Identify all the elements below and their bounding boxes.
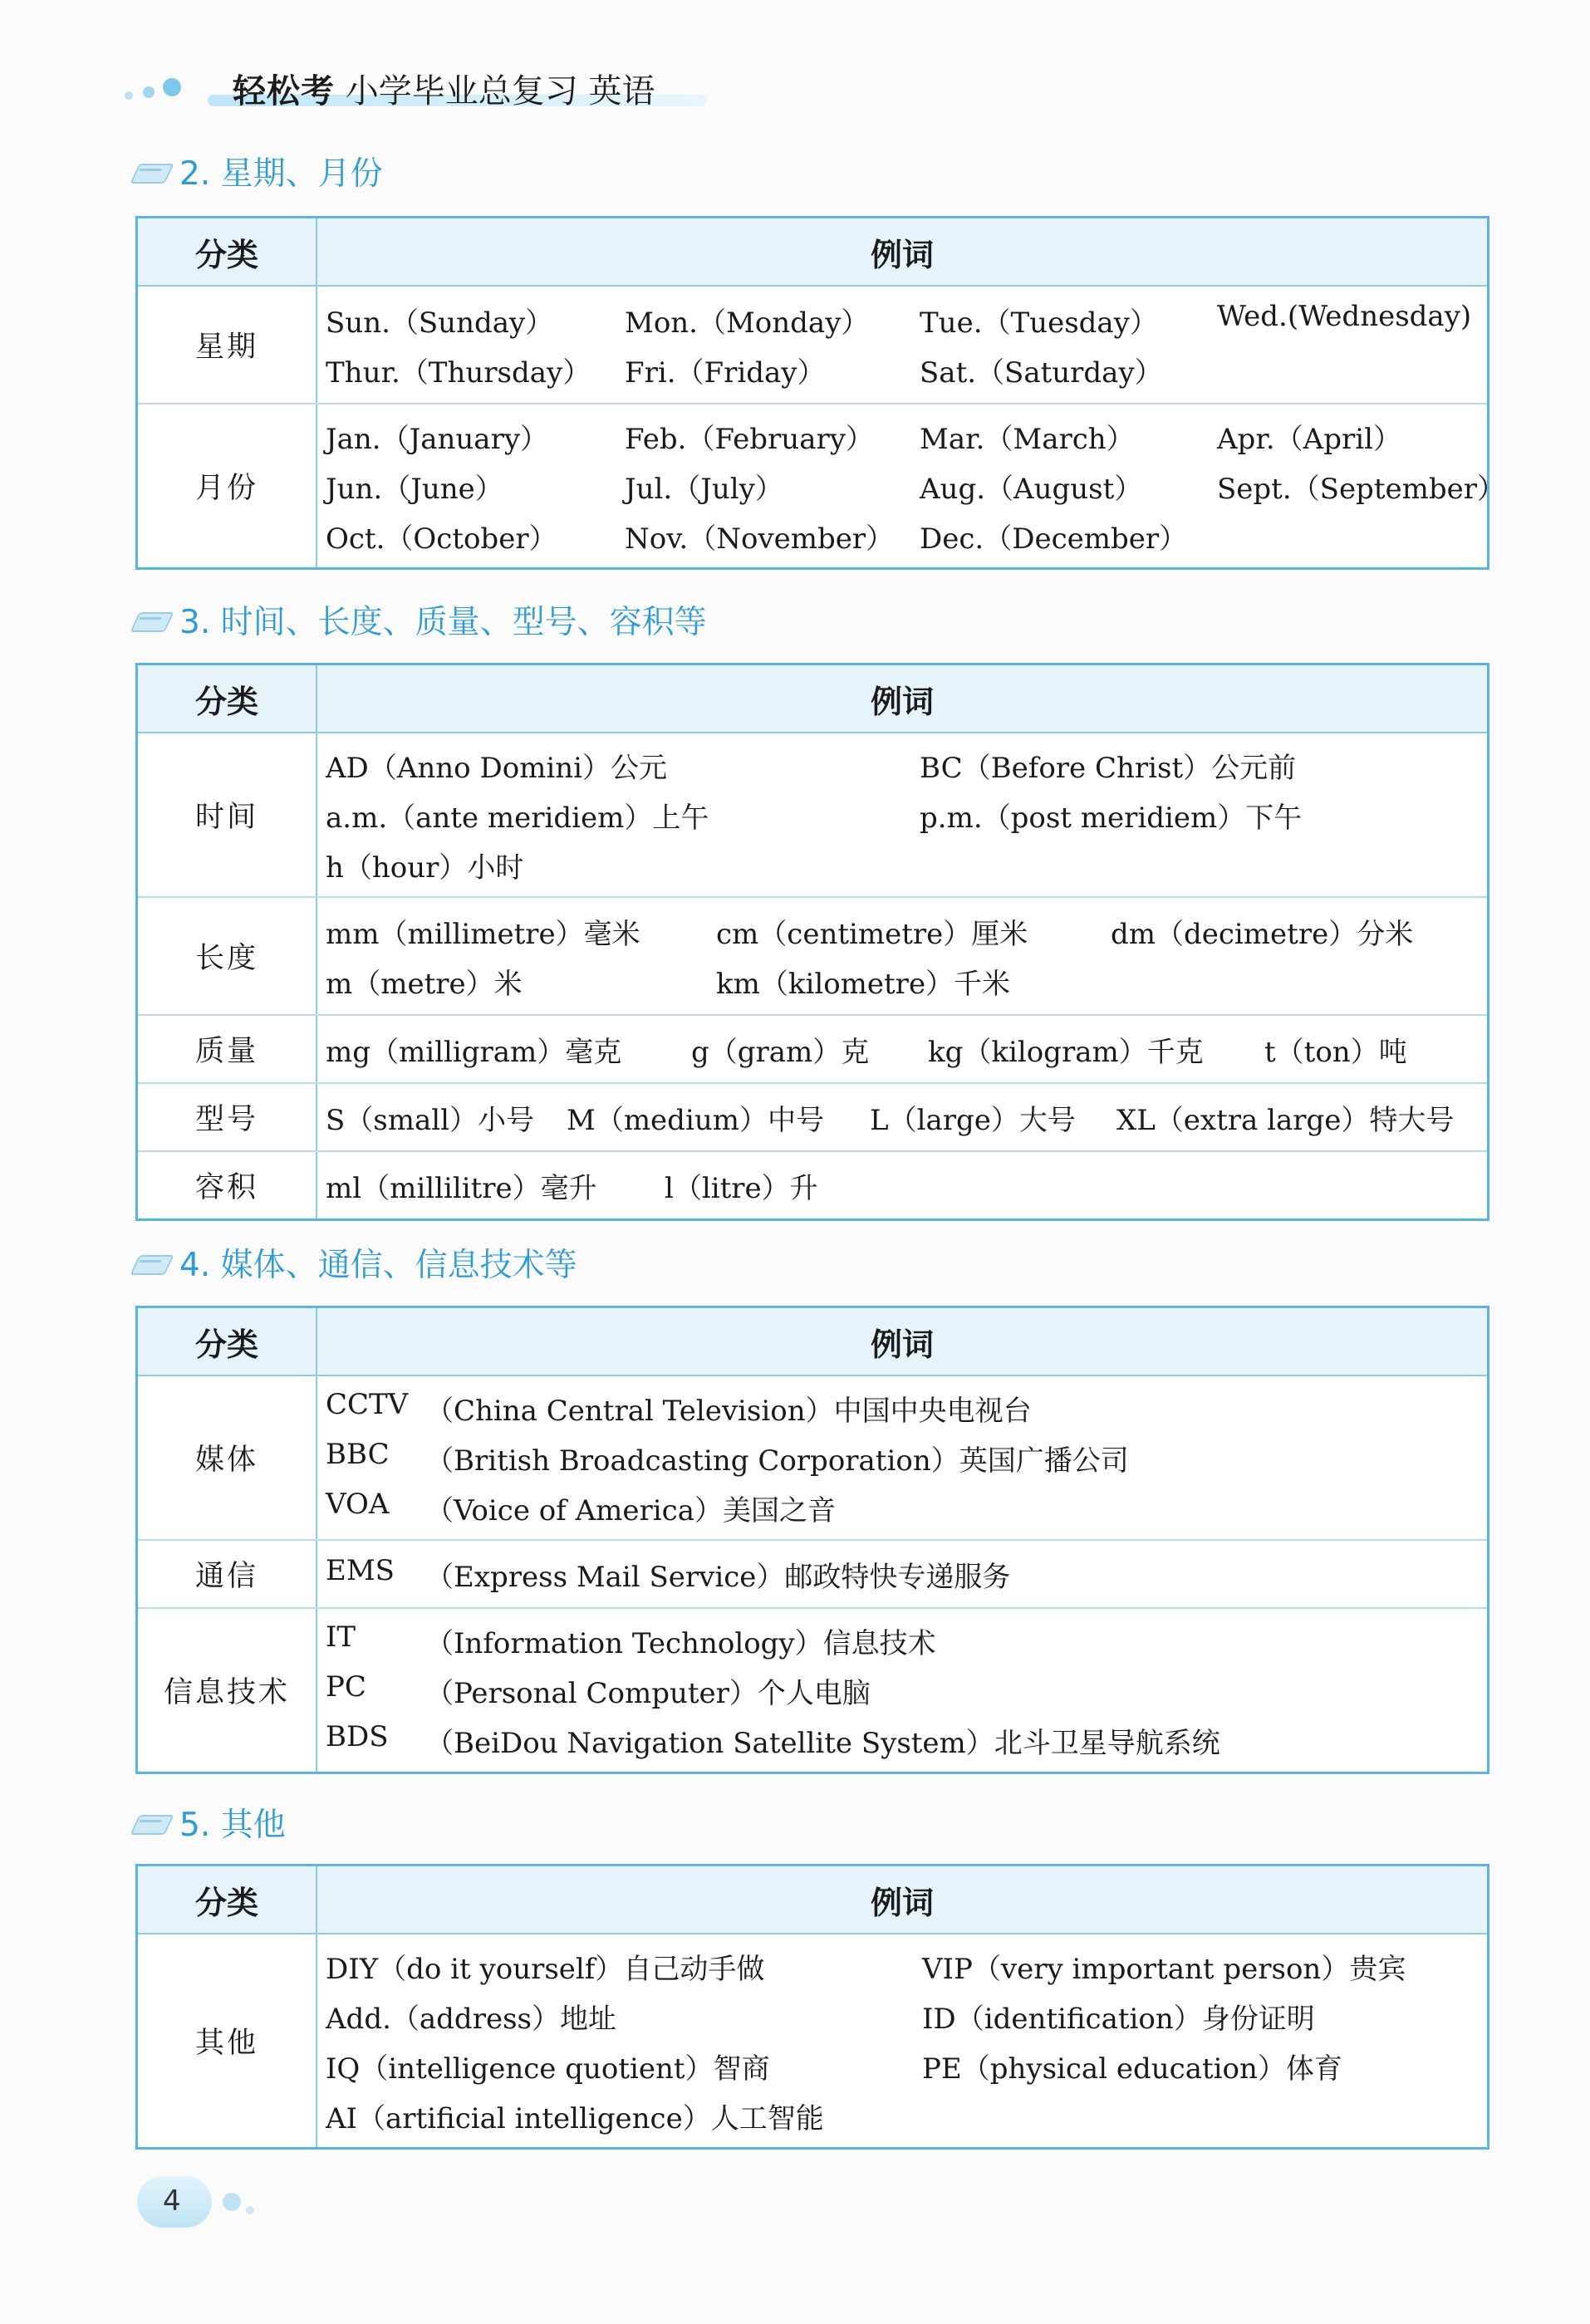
example-term: Sun.（Sunday） [326,306,554,340]
header-examples: 例词 [870,1884,934,1921]
table-week-month [135,216,1505,570]
example-term: Jul.（July） [625,473,783,506]
book-icon [133,1810,169,1835]
table-row [138,1152,1487,1218]
decorative-dot [223,2193,241,2211]
example-term: Apr.（April） [1217,423,1401,456]
row-examples [317,1084,1487,1150]
example-term: （Express Mail Service）邮政特快专递服务 [425,1561,1011,1594]
example-term: dm（decimetre）分米 [1111,918,1414,951]
table-header [138,218,1487,287]
example-term: Oct.（October） [326,522,557,556]
header-category: 分类 [138,218,317,285]
example-term: IQ（intelligence quotient）智商 [326,2052,770,2086]
row-examples [317,898,1487,1014]
header-category: 分类 [138,665,317,732]
row-examples [317,287,1487,403]
row-category: 容积 [138,1152,317,1218]
example-term: Aug.（August） [920,473,1143,506]
row-examples [317,1541,1487,1607]
example-term: Mon.（Monday） [625,306,870,340]
page-header [125,58,656,108]
example-term: EMS [326,1554,395,1587]
example-term: Feb.（February） [625,423,874,456]
table-row [138,733,1487,898]
example-term: km（kilometre）千米 [716,968,1011,1001]
example-term: （BeiDou Navigation Satellite System）北斗卫星导航系统 [425,1727,1220,1760]
row-category: 长度 [138,898,317,1014]
row-category: 其他 [138,1934,317,2147]
table-header [138,1866,1487,1934]
example-term: （Voice of America）美国之音 [425,1494,836,1527]
example-term: cm（centimetre）厘米 [716,918,1028,951]
table-row [138,1084,1487,1152]
example-term: Jun.（June） [326,473,503,506]
example-term: DIY（do it yourself）自己动手做 [326,1953,765,1986]
book-subtitle: 小学毕业总复习 英语 [345,72,655,110]
example-term: kg（kilogram）千克 [928,1036,1204,1069]
example-term: Sat.（Saturday） [920,356,1163,390]
header-examples: 例词 [870,683,934,720]
row-category: 月份 [138,404,317,567]
page-number: 4 [163,2184,181,2218]
table-media [135,1306,1489,1774]
example-term: VIP（very important person）贵宾 [922,1953,1406,1986]
example-term: Fri.（Friday） [625,356,826,390]
example-term: AD（Anno Domini）公元 [326,752,668,785]
example-term: BDS [326,1720,389,1753]
header-title [233,65,655,112]
example-term: PE（physical education）体育 [922,2052,1342,2086]
brand-name: 轻松考 [233,72,335,110]
example-term: h（hour）小时 [326,851,524,885]
example-term: Mar.（March） [920,423,1135,456]
example-term: m（metre）米 [326,968,523,1001]
example-term: ID（identification）身份证明 [922,2003,1315,2036]
table-others [135,1864,1489,2150]
book-icon [133,1250,169,1275]
example-term: M（medium）中号 [567,1104,824,1137]
example-term: （British Broadcasting Corporation）英国广播公司 [425,1444,1129,1478]
row-examples [317,1376,1487,1539]
example-term: CCTV [326,1388,409,1421]
row-category: 时间 [138,733,317,896]
row-category: 媒体 [138,1376,317,1539]
header-category: 分类 [138,1308,317,1375]
table-row [138,1376,1487,1541]
example-term: BBC [326,1438,390,1471]
example-term: （Information Technology）信息技术 [425,1627,936,1660]
table-row [138,898,1487,1016]
book-icon [133,607,169,632]
row-examples [317,1152,1487,1218]
example-term: Nov.（November） [625,522,895,556]
example-term: IT [326,1620,356,1654]
example-term: BC（Before Christ）公元前 [920,752,1297,785]
example-term: Thur.（Thursday） [326,356,591,390]
example-term: （Personal Computer）个人电脑 [425,1677,871,1710]
example-term: Wed.(Wednesday) [1217,300,1472,333]
example-term: VOA [326,1488,390,1521]
example-term: l（litre）升 [665,1172,818,1205]
table-row [138,1016,1487,1084]
table-header [138,665,1487,733]
row-category: 信息技术 [138,1609,317,1772]
table-row [138,1934,1487,2147]
table-row [138,1541,1487,1609]
row-examples [317,733,1487,896]
row-category: 通信 [138,1541,317,1607]
example-term: Tue.（Tuesday） [920,306,1158,340]
example-term: g（gram）克 [691,1036,870,1069]
header-examples: 例词 [870,1326,934,1363]
table-row [138,1609,1487,1772]
section-5-title: 5. 其他 [133,1799,286,1846]
section-2-title: 2. 星期、月份 [133,148,383,194]
header-category: 分类 [138,1866,317,1933]
example-term: XL（extra large）特大号 [1116,1104,1455,1137]
row-category: 质量 [138,1016,317,1082]
example-term: Sept.（September） [1217,473,1505,506]
example-term: mg（milligram）毫克 [326,1036,622,1069]
row-examples [317,1609,1487,1772]
example-term: ml（millilitre）毫升 [326,1172,597,1205]
example-term: L（large）大号 [870,1104,1076,1137]
example-term: （China Central Television）中国中央电视台 [425,1395,1032,1428]
row-examples [317,1934,1487,2147]
example-term: Dec.（December） [920,522,1188,556]
section-4-title: 4. 媒体、通信、信息技术等 [133,1239,577,1286]
row-examples [317,404,1505,567]
table-row [138,404,1505,567]
example-term: Jan.（January） [326,423,549,456]
example-term: AI（artificial intelligence）人工智能 [326,2102,824,2135]
example-term: S（small）小号 [326,1104,534,1137]
decorative-dot [246,2206,254,2214]
example-term: mm（millimetre）毫米 [326,918,640,951]
example-term: p.m.（post meridiem）下午 [920,802,1303,835]
table-measurements [135,663,1489,1221]
header-examples: 例词 [870,236,934,273]
row-examples [317,1016,1487,1082]
example-term: t（ton）吨 [1264,1036,1407,1069]
section-3-title: 3. 时间、长度、质量、型号、容积等 [133,596,707,643]
table-row [138,287,1487,404]
example-term: PC [326,1670,366,1704]
row-category: 星期 [138,287,317,403]
example-term: a.m.（ante meridiem）上午 [326,802,709,835]
book-icon [133,159,169,184]
example-term: Add.（address）地址 [326,2003,616,2036]
table-header [138,1308,1487,1376]
row-category: 型号 [138,1084,317,1150]
